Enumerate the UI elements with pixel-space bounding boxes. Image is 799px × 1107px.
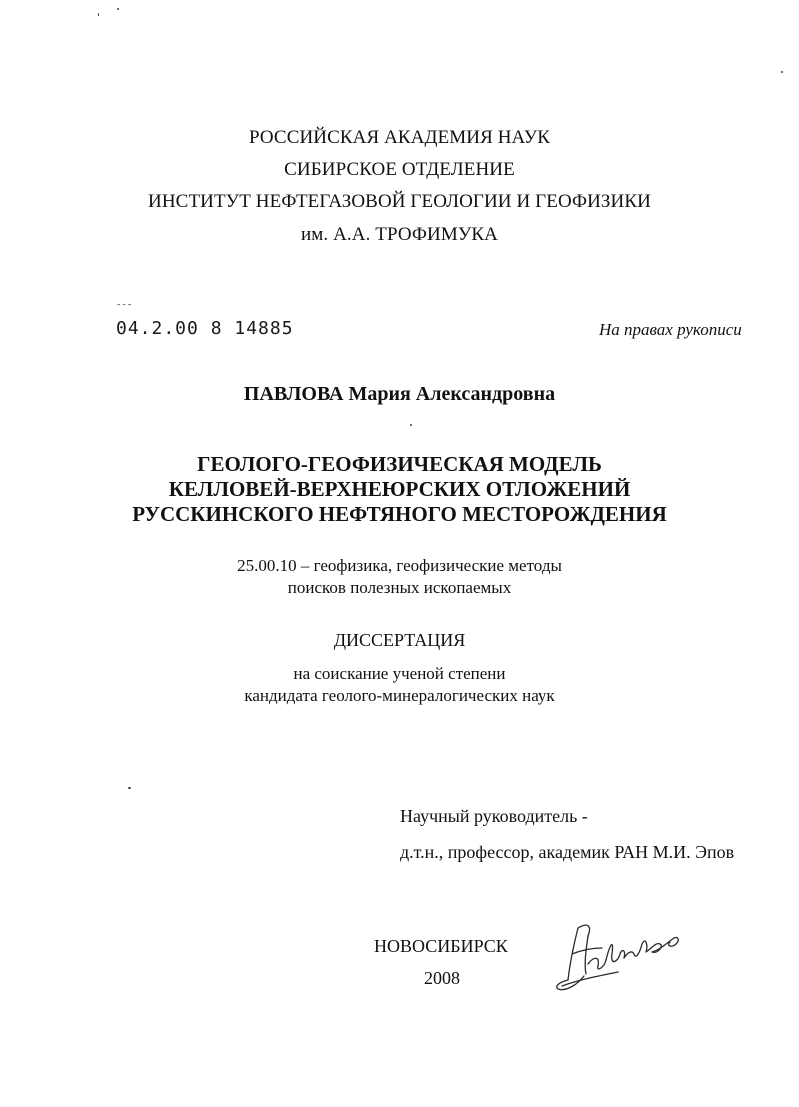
academy-name: РОССИЙСКАЯ АКАДЕМИЯ НАУК bbox=[248, 127, 551, 148]
stamp-mark: ˜˜˜ bbox=[116, 304, 133, 314]
specialty-line-2: поисков полезных ископаемых bbox=[287, 578, 512, 597]
year: 2008 bbox=[424, 968, 460, 988]
degree-line-2: кандидата геолого-минералогических наук bbox=[244, 686, 555, 705]
scan-speck bbox=[117, 8, 119, 10]
rights-note: На правах рукописи bbox=[599, 320, 742, 339]
degree-line-1: на соискание ученой степени bbox=[293, 664, 506, 683]
thesis-title-line-2: КЕЛЛОВЕЙ-ВЕРХНЕЮРСКИХ ОТЛОЖЕНИЙ bbox=[168, 477, 631, 501]
city: НОВОСИБИРСК bbox=[374, 936, 508, 956]
registration-stamp-number: 04.2.00 8 14885 bbox=[116, 318, 294, 339]
scan-speck bbox=[781, 71, 783, 73]
work-type: ДИССЕРТАЦИЯ bbox=[333, 630, 466, 650]
thesis-title-line-3: РУССКИНСКОГО НЕФТЯНОГО МЕСТОРОЖДЕНИЯ bbox=[132, 502, 667, 526]
author-name: ПАВЛОВА Мария Александровна bbox=[243, 383, 556, 405]
institute-name: ИНСТИТУТ НЕФТЕГАЗОВОЙ ГЕОЛОГИИ И ГЕОФИЗИКИ bbox=[148, 191, 651, 212]
supervisor-name: д.т.н., профессор, академик РАН М.И. Эпов bbox=[400, 842, 735, 862]
specialty-line-1: 25.00.10 – геофизика, геофизические методы bbox=[237, 556, 562, 575]
scan-speck bbox=[128, 787, 131, 789]
scan-speck bbox=[410, 424, 412, 426]
thesis-title-line-1: ГЕОЛОГО-ГЕОФИЗИЧЕСКАЯ МОДЕЛЬ bbox=[197, 452, 602, 476]
handwritten-signature bbox=[548, 914, 688, 994]
supervisor-label: Научный руководитель - bbox=[400, 806, 588, 826]
scan-speck bbox=[98, 13, 99, 16]
branch-name: СИБИРСКОЕ ОТДЕЛЕНИЕ bbox=[284, 159, 515, 180]
institute-named-after: им. А.А. ТРОФИМУКА bbox=[300, 224, 498, 245]
